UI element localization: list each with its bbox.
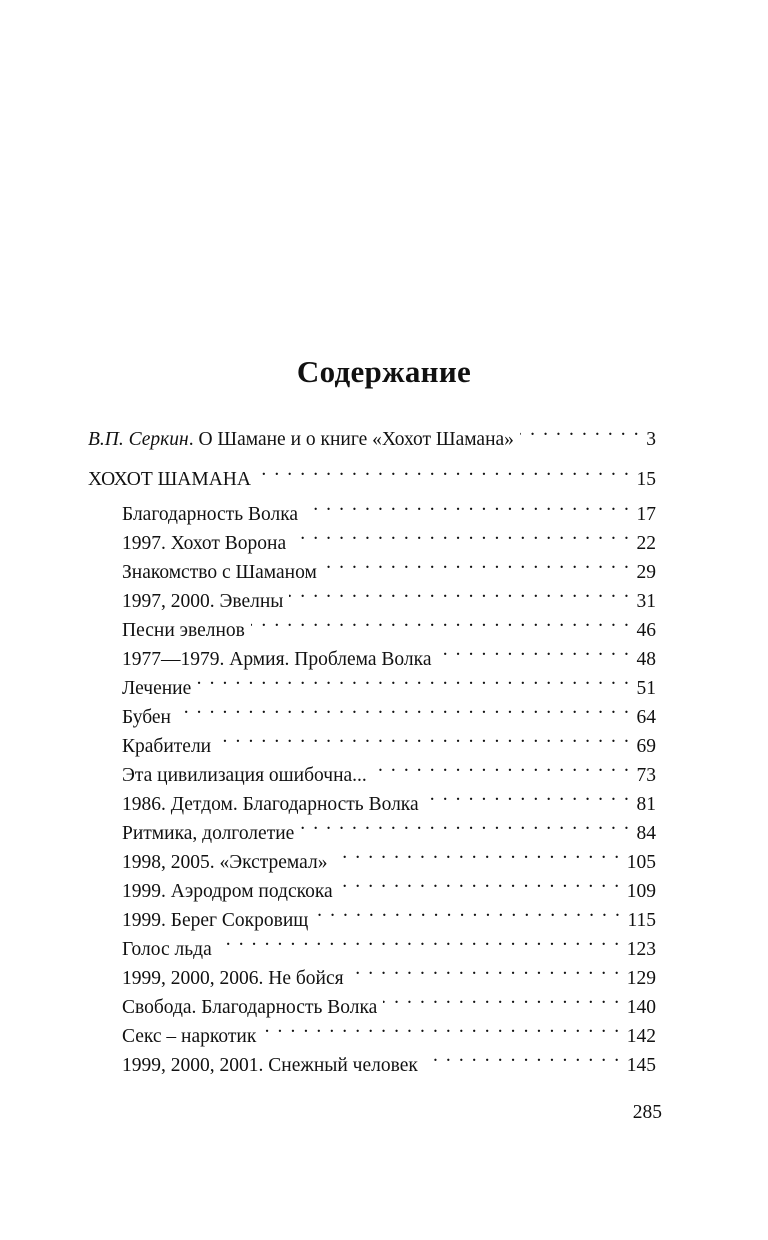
toc-entry-page: 145 bbox=[626, 1055, 656, 1076]
toc-entry bbox=[122, 809, 656, 844]
toc-entry bbox=[122, 664, 656, 699]
toc-entry bbox=[122, 606, 656, 641]
toc-entry-title: Бубен bbox=[122, 707, 171, 728]
dot-leader bbox=[197, 664, 630, 694]
toc-entry-title: 1977—1979. Армия. Проблема Волка bbox=[122, 649, 432, 670]
toc-entry bbox=[122, 838, 656, 873]
toc-entry-title: Голос льда bbox=[122, 939, 212, 960]
toc-entry-title: Эта цивилизация ошибочна... bbox=[122, 765, 367, 786]
toc-entry bbox=[122, 693, 656, 728]
toc-entry-page: 48 bbox=[636, 649, 656, 670]
dot-leader bbox=[257, 455, 631, 485]
toc-entry-title: 1999. Берег Сокровищ bbox=[122, 910, 309, 931]
dot-leader bbox=[438, 635, 631, 665]
toc-entry-page: 69 bbox=[636, 736, 656, 757]
toc-entry-page: 81 bbox=[636, 794, 656, 815]
toc-entry bbox=[122, 780, 656, 815]
toc-entry bbox=[122, 577, 656, 612]
toc-entry bbox=[122, 548, 656, 583]
toc-entry-page: 115 bbox=[627, 910, 656, 931]
toc-entry-title: 1998, 2005. «Экстремал» bbox=[122, 852, 328, 873]
toc-entry-title: Благодарность Волка bbox=[122, 504, 299, 525]
dot-leader bbox=[425, 780, 631, 810]
dot-leader bbox=[424, 1041, 621, 1071]
toc-entry-page: 129 bbox=[626, 968, 656, 989]
toc-entry-title bbox=[88, 425, 514, 455]
dot-leader bbox=[520, 415, 640, 445]
toc-entry-title: 1997, 2000. Эвелны bbox=[122, 591, 284, 612]
toc-entry-title: ХОХОТ ШАМАНА bbox=[88, 469, 251, 490]
dot-leader bbox=[289, 577, 630, 607]
page-number: 285 bbox=[632, 1102, 662, 1123]
toc-entry bbox=[122, 722, 656, 757]
page-title: Содержание bbox=[296, 354, 472, 389]
toc-entry-page: 123 bbox=[626, 939, 656, 960]
toc-entry-title-text: . О Шамане и о книге «Хохот Шамана» bbox=[188, 429, 514, 450]
toc-entry bbox=[122, 635, 656, 670]
dot-leader bbox=[292, 519, 630, 549]
dot-leader bbox=[314, 896, 621, 926]
toc-entry-title: Свобода. Благодарность Волка bbox=[122, 997, 378, 1018]
toc-entry bbox=[122, 925, 656, 960]
toc-entry bbox=[122, 954, 656, 989]
toc-entry-title: 1997. Хохот Ворона bbox=[122, 533, 287, 554]
dot-leader bbox=[177, 693, 631, 723]
toc-entry-title: Знакомство с Шаманом bbox=[122, 562, 317, 583]
toc-entry-page: 109 bbox=[626, 881, 656, 902]
toc-entry-page: 73 bbox=[636, 765, 656, 786]
dot-leader bbox=[218, 925, 621, 955]
toc-entry-intro bbox=[88, 415, 656, 450]
dot-leader bbox=[323, 548, 631, 578]
toc-entry-title: 1999. Аэродром подскока bbox=[122, 881, 333, 902]
dot-leader bbox=[300, 809, 630, 839]
toc-entry-page: 84 bbox=[636, 823, 656, 844]
toc-entry-title: Лечение bbox=[122, 678, 192, 699]
dot-leader bbox=[217, 722, 630, 752]
toc-entry-page: 31 bbox=[636, 591, 656, 612]
toc-entry bbox=[122, 751, 656, 786]
toc-entry-page: 15 bbox=[636, 469, 656, 490]
toc-entry-title: Ритмика, долголетие bbox=[122, 823, 295, 844]
toc-entry bbox=[122, 1041, 656, 1076]
toc-entry-page: 46 bbox=[636, 620, 656, 641]
toc-entry-page: 140 bbox=[626, 997, 656, 1018]
dot-leader bbox=[304, 490, 630, 520]
toc-entry-page: 51 bbox=[636, 678, 656, 699]
toc-entry-page: 17 bbox=[636, 504, 656, 525]
dot-leader bbox=[251, 606, 631, 636]
dot-leader bbox=[350, 954, 621, 984]
toc-entry bbox=[122, 983, 656, 1018]
toc-entry-title: Песни эвелнов bbox=[122, 620, 245, 641]
toc-entry-section bbox=[88, 455, 656, 490]
toc-entry bbox=[122, 867, 656, 902]
toc-entry-page: 29 bbox=[636, 562, 656, 583]
toc-entry bbox=[122, 519, 656, 554]
toc-entry-page: 64 bbox=[636, 707, 656, 728]
dot-leader bbox=[333, 838, 620, 868]
toc-entry-page: 142 bbox=[626, 1026, 656, 1047]
toc-entry-page: 3 bbox=[646, 429, 656, 450]
toc-entry-page: 105 bbox=[626, 852, 656, 873]
dot-leader bbox=[339, 867, 621, 897]
dot-leader bbox=[373, 751, 631, 781]
toc-entry-title: 1986. Детдом. Благодарность Волка bbox=[122, 794, 419, 815]
toc-entry bbox=[122, 1012, 656, 1047]
dot-leader bbox=[383, 983, 620, 1013]
toc-entry bbox=[122, 490, 656, 525]
toc-entry-title: Крабители bbox=[122, 736, 212, 757]
toc-entry-title: Секс – наркотик bbox=[122, 1026, 257, 1047]
toc-entry-title: 1999, 2000, 2006. Не бойся bbox=[122, 968, 344, 989]
toc-entry-title: 1999, 2000, 2001. Снежный человек bbox=[122, 1055, 418, 1076]
dot-leader bbox=[262, 1012, 620, 1042]
toc-entry bbox=[122, 896, 656, 931]
toc-entry-page: 22 bbox=[636, 533, 656, 554]
toc-entry-author: В.П. Серкин bbox=[88, 429, 189, 450]
